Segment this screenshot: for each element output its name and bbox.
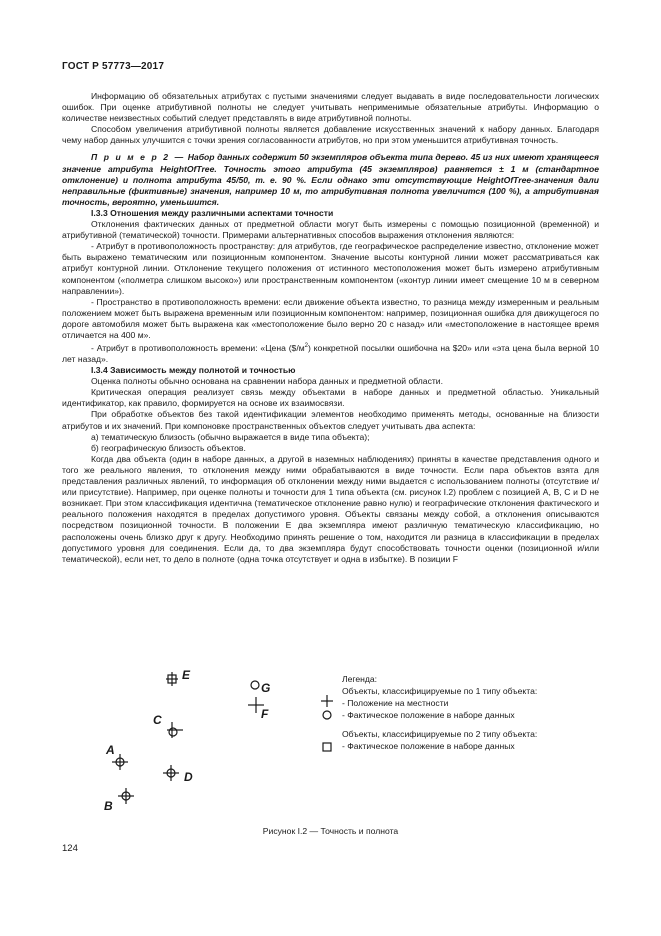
point-b-marker <box>118 788 134 804</box>
list-item: а) тематическую близость (обычно выражается в виде типа объекта); <box>91 431 370 442</box>
point-c-label: C <box>153 713 162 727</box>
point-b-label: B <box>104 799 113 813</box>
figure-accuracy-completeness <box>62 665 599 825</box>
point-f-label: F <box>261 707 269 721</box>
legend-group-1: Объекты, классифицируемые по 1 типу объекта: <box>342 686 538 696</box>
point-c-marker <box>167 722 183 738</box>
paragraph: - Пространство в противоположность времени: если движение объекта известно, то разница между измеренным и реальным положением может быть выражена временным или позиционным компонентом: например, позиционная ошибка для движущегося по дороге автомобиля может быть выражена как «местоположение было верно 20 с назад» или «местоположение в настоящее время отличается на 400 м». <box>62 296 599 340</box>
paragraph: Когда два объекта (один в наборе данных, а другой в наземных наблюдениях) приняты в качестве представления одного и того же реального явления, то отклонения между ними обрабатываются в виде точности. Если пара объектов взята для представления различных явлений, то информация об отклонении между ними выдается с использованием полноты (отсутствие и/или присутствие). Например, при оценке полноты и точности для 1 типа объекта (см. рисунок I.2) проблем с позицией A, B, C и D не возникает. При этом классификация идентична (тематическое отклонение равно нулю) и географические отклонения фактического и реального положения находятся в пределах допустимого уровня. Объекты связаны между собой, а отклонения описываются посредством позиционной точности. В положении E два экземпляра имеют различную тематическую классификацию, но расположены очень близко друг к другу. Необходимо принять решение о том, находится ли разница в классификации в пределах допустимого уровня для соединения. Если да, то два экземпляра будут способствовать точности оценки (позиционной и/или тематической), если нет, то дело в полноте (одна точка отсутствует и одна в избытке). В позиции F <box>62 453 599 564</box>
figure-legend <box>342 673 537 752</box>
point-e-label: E <box>182 668 191 682</box>
legend-item-dataset-1: - Фактическое положение в наборе данных <box>342 710 515 720</box>
paragraph-part: ) конкретной посылки ошибочна на $20» или «эта цена была верной 10 лет назад». <box>62 342 599 365</box>
legend-group-2: Объекты, классифицируемые по 2 типу объекта: <box>342 729 538 739</box>
example-text: Набор данных содержит 50 экземпляров объекта типа дерево. 45 из них имеют хранящееся значение атрибута HeightOfTree. Точность этого атрибута (45 экземпляров) равняется ± 1 м (стандартное отклонение) и полнота атрибута 45/50, т. е. 90 %. Если однако эти отсутствующие HeightOfTree-значения дали неправильные (фиктивные) значения, например 10 м, то атрибутивная полнота увеличится (100 %), а атрибутивная точность, вероятно, уменьшится. <box>62 152 599 207</box>
figure-caption: Рисунок I.2 — Точность и полнота <box>262 826 399 836</box>
legend-symbol-dataset-type2 <box>323 743 331 751</box>
point-d-marker <box>163 765 179 781</box>
legend-item-ground: - Положение на местности <box>342 698 449 708</box>
section-heading: I.3.4 Зависимость между полнотой и точностью <box>91 365 296 376</box>
point-a-label: A <box>106 743 115 757</box>
legend-item-dataset-2: - Фактическое положение в наборе данных <box>342 741 515 751</box>
paragraph: Критическая операция реализует связь между объектами в наборе данных и предметной областью. Уникальный идентификатор, как правило, формируется на основе их взаимосвязи. <box>62 387 599 409</box>
paragraph: Информацию об обязательных атрибутах с пустыми значениями следует выдавать в виде последовательности логических ошибок. При оценке атрибутивной полноты не следует учитывать неприменимые обязательные атрибуты. Информацию о количестве неизвестных событий следует представлять в виде атрибутивной полноты. <box>62 91 599 124</box>
point-e-marker <box>166 672 178 686</box>
legend-title: Легенда: <box>342 674 378 684</box>
example-label: П р и м е р 2 — <box>91 152 186 163</box>
superscript: 2 <box>304 343 308 350</box>
standard-header: ГОСТ Р 57773—2017 <box>62 61 165 72</box>
example-note <box>62 152 599 207</box>
paragraph: Способом увеличения атрибутивной полноты является добавление искусственных значений к набору данных. Благодаря чему набор данных улучшится с точки зрения согласованности атрибутов, но при этом уменьшится атрибутивная точность. <box>62 124 599 146</box>
body-text <box>62 91 599 565</box>
list-item: б) географическую близость объектов. <box>91 442 246 453</box>
paragraph <box>62 341 599 365</box>
paragraph-part: - Атрибут в противоположность времени: «Цена ($/м <box>91 342 305 353</box>
legend-symbol-dataset-type1 <box>323 711 331 719</box>
section-heading: I.3.3 Отношения между различными аспектами точности <box>91 207 334 218</box>
point-g-marker <box>251 681 259 689</box>
paragraph: Оценка полноты обычно основана на сравнении набора данных и предметной области. <box>91 376 443 387</box>
point-g-label: G <box>261 681 271 695</box>
paragraph: Отклонения фактических данных от предметной области могут быть измерены с помощью позиционной (временной) и атрибутивной (тематической) точности. Примерами альтернативных способов выражения отклонения являются: <box>62 219 599 241</box>
paragraph: При обработке объектов без такой идентификации элементов необходимо применять методы, основанные на близости атрибутов и их значений. При компоновке пространственных объектов следует учитывать два аспекта: <box>62 409 599 431</box>
point-d-label: D <box>184 770 193 784</box>
page-number: 124 <box>62 843 78 854</box>
legend-symbol-ground <box>321 695 333 707</box>
paragraph: - Атрибут в противоположность пространству: для атрибутов, где географическое распределение известно, отклонение может быть выражено тематическим или позиционным компонентом. Значение высоты контурной линии может рассматриваться как атрибут контурной линии. Отклонение текущего положения от истинного местоположения может быть измерено атрибутивным компонентом («полметра слишком высоко») или пространственным компонентом («контур линии имеет смещение 10 м в северном направлении»). <box>62 241 599 296</box>
